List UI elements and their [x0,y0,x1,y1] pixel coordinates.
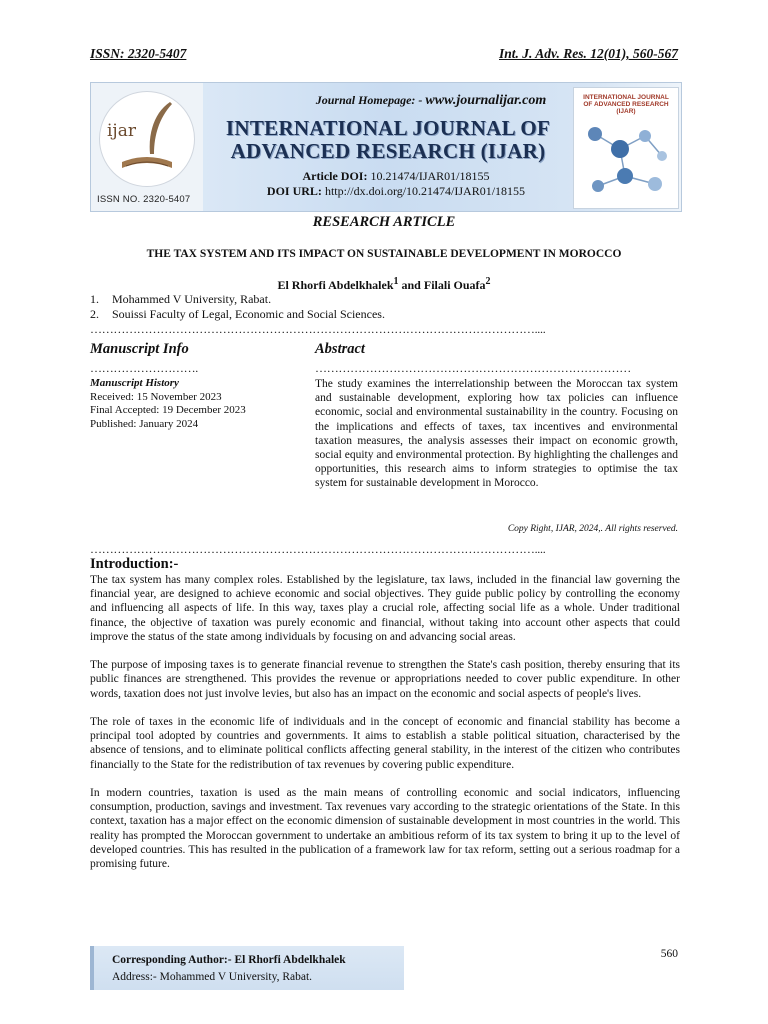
corresponding-address: Address:- Mohammed V University, Rabat. [112,971,313,983]
dotted-divider: ………………………. [90,361,199,375]
body-paragraph: The tax system has many complex roles. Established by the legislature, tax laws, included in the financial law governing the financial year, are designed to achieve economic and social objectives. They guide public policy by controlling the economy and influencing all aspects of life. In this way, taxes play a crucial role, affecting social life as a whole. Under traditional finance, the objective of taxation was purely economic and financial, without taking into account other aspects that could improve the status of the state among individuals by focusing on and advancing social areas. [90,574,680,643]
page-number: 560 [660,948,678,960]
author-1: El Rhorfi Abdelkhalek [277,278,394,292]
dotted-divider: ……………………………………………………………………… [315,361,631,375]
affiliation-item [90,307,385,322]
issn-header: ISSN: 2320-5407 [90,46,187,61]
author-2-affil: 2 [485,276,491,287]
dotted-divider: …………………………………………………………………………………………………….... [90,542,546,556]
journal-title [203,117,573,163]
paper-title: THE TAX SYSTEM AND ITS IMPACT ON SUSTAINABLE DEVELOPMENT IN MOROCCO [146,248,622,260]
affiliations [90,292,385,322]
body-paragraph: The purpose of imposing taxes is to generate financial revenue to strengthen the State's cash position, thereby ensuring that its public finances are strengthened. This provides the revenue or appropriations needed to cover public expenditure. In other words, taxation does not just involve levies, but also has an impact on the economic and social aspects of people's lives. [90,659,680,700]
introduction-body [90,573,680,885]
manuscript-history [90,377,246,431]
journal-title-line2: ADVANCED RESEARCH (IJAR) [230,139,546,163]
article-type: RESEARCH ARTICLE [312,214,456,230]
doi-url-label: DOI URL: [266,184,322,198]
journal-title-line1: INTERNATIONAL JOURNAL OF [225,116,551,140]
manuscript-info-heading: Manuscript Info [90,341,189,357]
published-date: Published: January 2024 [90,417,199,430]
homepage-link[interactable]: www.journalijar.com [425,93,547,108]
affiliation-text: Souissi Faculty of Legal, Economic and Social Sciences. [112,307,385,321]
molecule-icon [580,114,672,204]
cover-title: INTERNATIONAL JOURNAL OF ADVANCED RESEARCH (IJAR) [583,94,669,115]
homepage-label: Journal Homepage: - [315,93,423,107]
author-1-affil: 1 [393,276,399,287]
author-conjunction: and [398,278,424,292]
author-line [0,276,768,293]
logo-panel [91,83,203,211]
dotted-divider: …………………………………………………………………………………………………….... [90,322,546,336]
body-paragraph: The role of taxes in the economic life of individuals and in the concept of economic and financial stability has become a principal tool adopted by countries and governments. It aims to establish a stable political situation, characterised by the absence of tensions, and to eliminate political conflicts affecting general stability, in the interest of the citizen who contributes financially to the State for the redistribution of tax revenues by covering public expenditure. [90,716,680,771]
doi-value: 10.21474/IJAR01/18155 [370,169,490,183]
corresponding-author: Corresponding Author:- El Rhorfi Abdelkhalek [112,954,346,966]
history-label: Manuscript History [90,377,179,389]
citation-header: Int. J. Adv. Res. 12(01), 560-567 [499,46,678,61]
received-date: Received: 15 November 2023 [90,390,222,403]
affiliation-item [90,292,385,307]
doi-url-link[interactable]: http://dx.doi.org/10.21474/IJAR01/18155 [324,184,526,198]
doi-label: Article DOI: [302,169,368,183]
journal-cover-thumbnail [573,87,679,209]
issn-number: ISSN NO. 2320-5407 [97,194,191,205]
author-2: Filali Ouafa [423,278,486,292]
journal-homepage [261,93,601,109]
body-paragraph: In modern countries, taxation is used as the main means of controlling economic and social indicators, influencing consumption, production, savings and investment. Tax revenues vary according to the strategic orientations of the State. In this context, taxation has a major effect on the economic dimension of sustainable development in most countries in the world. This reality has prompted the Moroccan government to undertake an ambitious reform of its tax system to bring it up to the level of developed countries. This has resulted in the publication of a framework law for tax reform, setting out a serious roadmap for a promising future. [90,787,680,871]
affiliation-text: Mohammed V University, Rabat. [112,292,272,306]
journal-banner [90,82,682,212]
affiliation-number: 1. [90,292,99,306]
doi-block [241,169,551,199]
affiliation-number: 2. [90,307,99,321]
logo-wordmark: ijar [107,121,136,141]
accepted-date: Final Accepted: 19 December 2023 [90,404,246,416]
copyright-notice: Copy Right, IJAR, 2024,. All rights reserved. [507,524,678,534]
abstract-text: The study examines the interrelationship between the Moroccan tax system and sustainable development, exploring how tax policies can influence economic, social and environmental sustainability in the country. Focusing on the implications and effects of taxes, tax incentives and environmental taxation measures, the analysis assesses their impact on economic growth, social equity and environmental protection. By highlighting the challenges and opportunities, this research aims to inform strategies to optimise the tax system for sustainable development in Morocco. [315,378,678,490]
introduction-heading: Introduction:- [90,556,179,572]
corresponding-author-box [90,946,404,990]
abstract-heading: Abstract [315,341,365,357]
